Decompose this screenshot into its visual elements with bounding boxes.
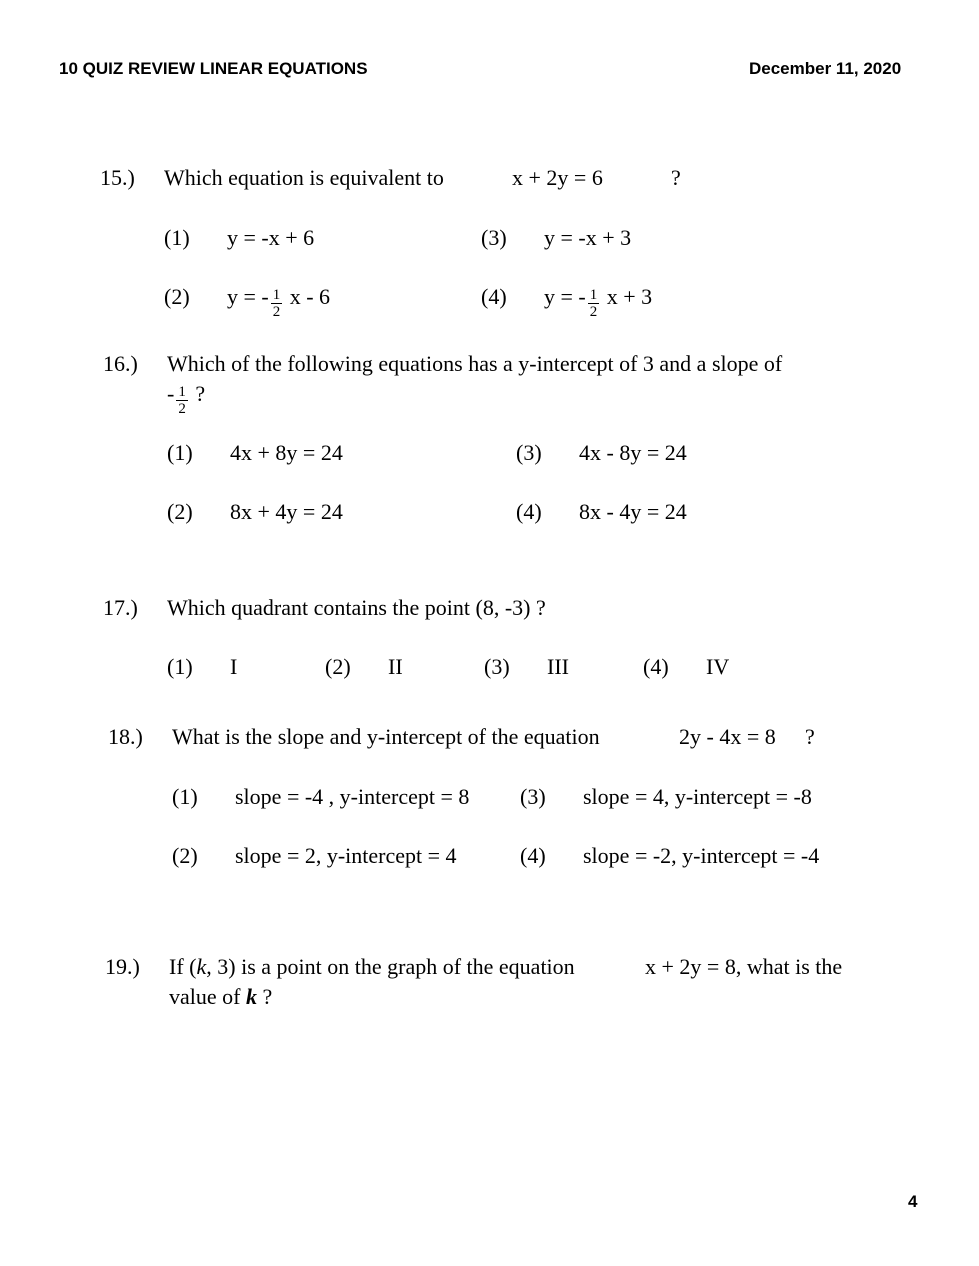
question-mark: ? — [195, 381, 206, 406]
question-slope-value — [167, 381, 205, 417]
question-text-line2 — [169, 984, 272, 1010]
fraction — [176, 384, 188, 417]
option-text: y = -x + 3 — [544, 225, 632, 250]
expression-suffix: x - 6 — [289, 284, 331, 309]
slope-sign: - — [167, 381, 175, 406]
option-text: 8x + 4y = 24 — [230, 499, 343, 524]
document-title: 10 QUIZ REVIEW LINEAR EQUATIONS — [59, 59, 368, 78]
question-number: 16.) — [103, 351, 138, 376]
question-mark: ? — [671, 165, 681, 190]
option-label: (2) — [164, 284, 190, 309]
question-number: 17.) — [103, 595, 138, 620]
question-equation: 2y - 4x = 8 — [679, 724, 776, 749]
option-text: slope = 2, y-intercept = 4 — [235, 843, 457, 868]
option-text: slope = -2, y-intercept = -4 — [583, 843, 820, 868]
question-number: 18.) — [108, 724, 143, 749]
question-equation: x + 2y = 6 — [512, 165, 603, 190]
option-text: slope = 4, y-intercept = -8 — [583, 784, 812, 809]
text-segment: value of — [169, 984, 241, 1009]
option-expression — [544, 284, 652, 320]
question-equation: x + 2y = 8, what is the — [645, 954, 843, 979]
text-segment: If ( — [169, 954, 197, 979]
option-text: 8x - 4y = 24 — [579, 499, 687, 524]
option-label: (4) — [516, 499, 542, 524]
page-number: 4 — [908, 1192, 918, 1211]
question-text: What is the slope and y-intercept of the equation — [172, 724, 600, 749]
option-text: 4x + 8y = 24 — [230, 440, 343, 465]
expression-suffix: x + 3 — [606, 284, 653, 309]
option-label: (3) — [484, 654, 510, 679]
variable-k-bold: k — [245, 984, 257, 1009]
option-text: 4x - 8y = 24 — [579, 440, 687, 465]
option-expression — [227, 284, 330, 320]
option-text: I — [230, 654, 238, 679]
option-label: (2) — [167, 499, 193, 524]
option-label: (1) — [167, 440, 193, 465]
option-label: (1) — [164, 225, 190, 250]
option-text: y = -x + 6 — [227, 225, 315, 250]
option-label: (3) — [520, 784, 546, 809]
option-text: IV — [706, 654, 730, 679]
option-text: slope = -4 , y-intercept = 8 — [235, 784, 470, 809]
option-label: (1) — [167, 654, 193, 679]
question-mark: ? — [805, 724, 815, 749]
document-date: December 11, 2020 — [749, 59, 902, 78]
option-label: (4) — [481, 284, 507, 309]
option-label: (2) — [172, 843, 198, 868]
question-text — [169, 954, 575, 980]
question-text: Which of the following equations has a y-intercept of 3 and a slope of — [167, 351, 783, 376]
fraction-denominator: 2 — [272, 304, 281, 320]
option-label: (1) — [172, 784, 198, 809]
expression-prefix: y = - — [544, 284, 586, 309]
fraction-denominator: 2 — [589, 304, 598, 320]
question-text: Which equation is equivalent to — [164, 165, 444, 190]
fraction — [588, 287, 600, 320]
option-label: (3) — [481, 225, 507, 250]
question-number: 19.) — [105, 954, 140, 979]
question-number: 15.) — [100, 165, 135, 190]
option-label: (4) — [520, 843, 546, 868]
fraction-numerator: 1 — [589, 287, 598, 303]
option-text: II — [388, 654, 403, 679]
fraction-denominator: 2 — [178, 401, 186, 417]
fraction — [271, 287, 283, 320]
option-label: (3) — [516, 440, 542, 465]
expression-prefix: y = - — [227, 284, 269, 309]
option-label: (2) — [325, 654, 351, 679]
text-segment: ? — [256, 984, 273, 1009]
option-text: III — [547, 654, 569, 679]
question-text: Which quadrant contains the point (8, -3) ? — [167, 595, 546, 620]
fraction-numerator: 1 — [272, 287, 281, 303]
text-segment: , 3) is a point on the graph of the equation — [206, 954, 575, 979]
variable-k: k — [196, 954, 207, 979]
option-label: (4) — [643, 654, 669, 679]
fraction-numerator: 1 — [178, 384, 186, 400]
